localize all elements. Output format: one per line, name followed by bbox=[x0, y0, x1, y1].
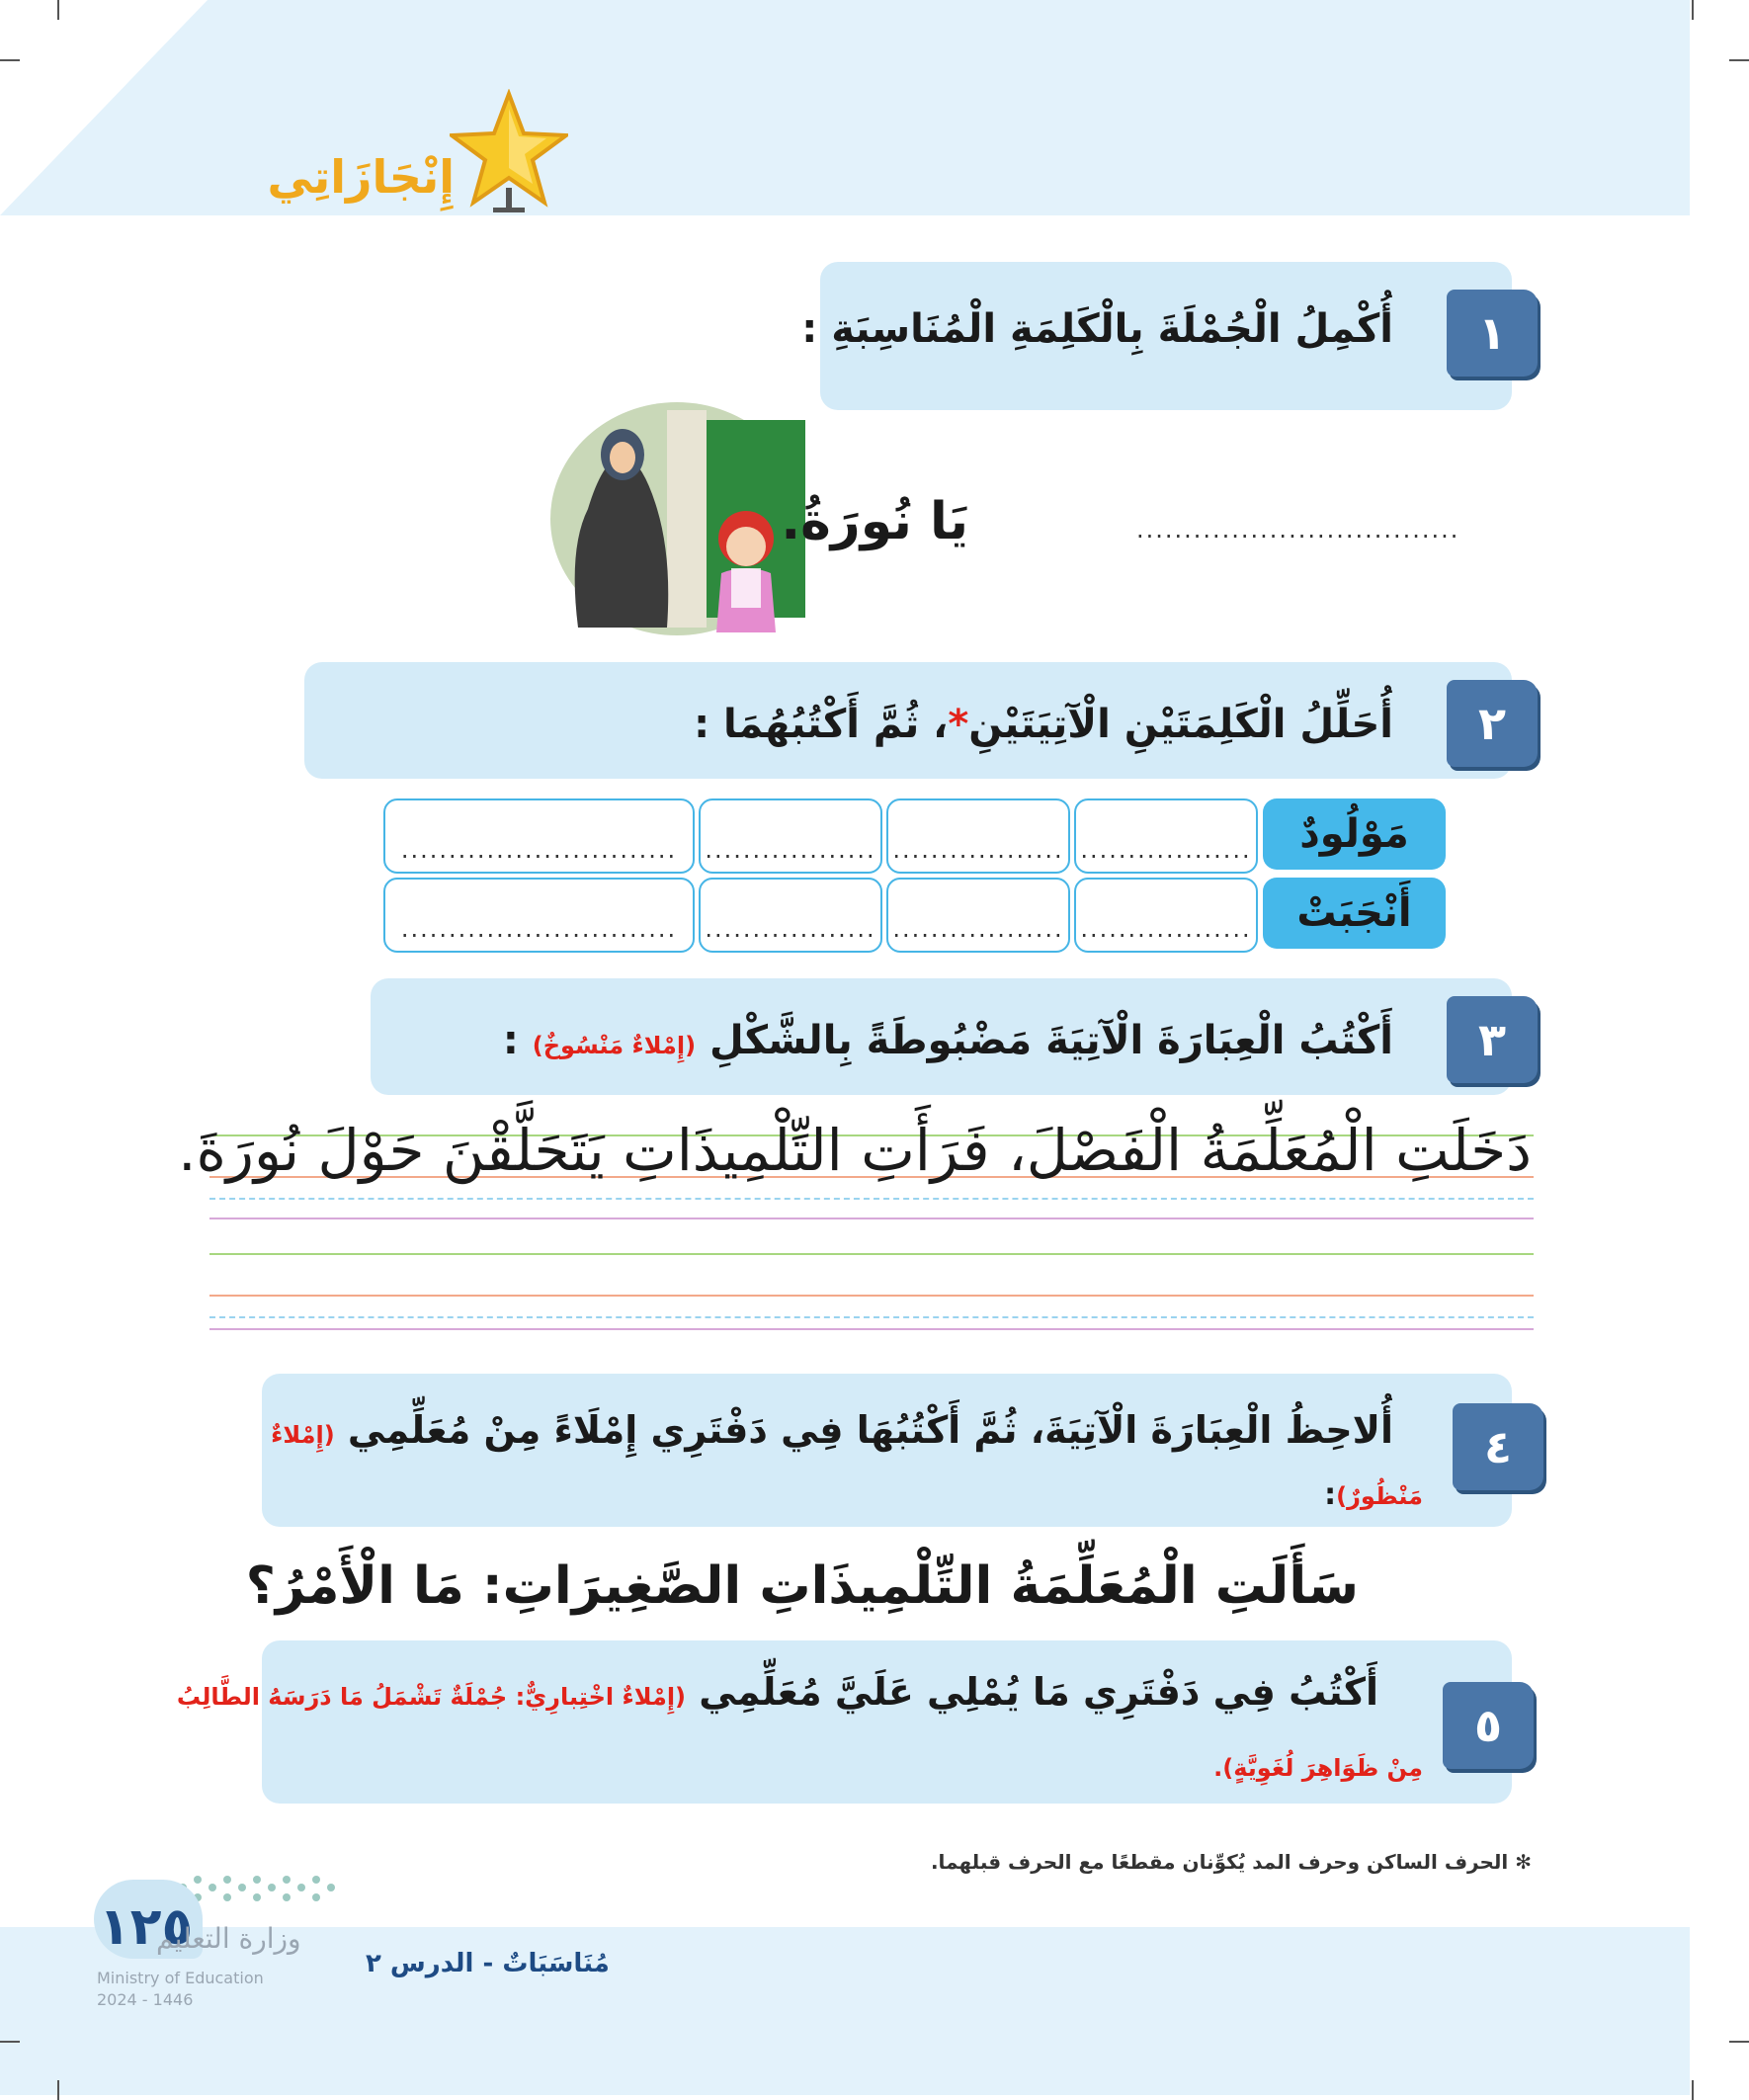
ministry-name-ar: وزارة التعليم bbox=[156, 1922, 301, 1955]
writing-line bbox=[209, 1218, 1534, 1219]
word-cell: مَوْلُودٌ bbox=[1263, 798, 1446, 870]
syllable-cell[interactable]: .................. bbox=[699, 798, 882, 874]
question-3-number: ٣ bbox=[1447, 996, 1538, 1083]
question-4-instruction bbox=[271, 1408, 1393, 1452]
dictation-note: (إِمْلاءٌ اخْتِبارِيٌّ: جُمْلَةٌ تَشْمَلُ مَا دَرَسَهُ الطَّالِبُ bbox=[176, 1683, 687, 1711]
dictation-note-cont: مِنْ ظَوَاهِرَ لُغَوِيَّةٍ). bbox=[1213, 1754, 1423, 1782]
dictation-note: (إِمْلاءٌ bbox=[271, 1421, 335, 1449]
syllable-cell[interactable]: .................. bbox=[1074, 878, 1258, 953]
illustration bbox=[548, 400, 805, 637]
syllable-cell[interactable]: .................. bbox=[886, 878, 1070, 953]
model-sentence: دَخَلَتِ الْمُعَلِّمَةُ الْفَصْلَ، فَرَأَتِ التِّلْمِيذَاتِ يَتَحَلَّقْنَ حَوْلَ نُورَةَ. bbox=[178, 1117, 1532, 1184]
question-1-number: ١ bbox=[1447, 290, 1538, 377]
dictation-note: (إِمْلاءٌ مَنْسُوخٌ) bbox=[532, 1032, 697, 1059]
syllable-cell[interactable]: .................. bbox=[1074, 798, 1258, 874]
question-1-instruction: أُكْمِلُ الْجُمْلَةَ بِالْكَلِمَةِ الْمُنَاسِبَةِ : bbox=[801, 306, 1393, 352]
crop-mark bbox=[1729, 2041, 1749, 2043]
writing-line bbox=[209, 1198, 1534, 1200]
colon: : bbox=[1324, 1477, 1337, 1512]
header-band-corner bbox=[0, 0, 208, 215]
question-4-instruction-line2 bbox=[1324, 1477, 1423, 1512]
crop-mark bbox=[57, 2080, 59, 2100]
crop-mark bbox=[1692, 0, 1694, 20]
edition-year: 2024 - 1446 bbox=[97, 1990, 194, 2009]
question-4-instruction-main: أُلاحِظُ الْعِبَارَةَ الْآتِيَةَ، ثُمَّ أَكْتُبُهَا فِي دَفْتَرِي إِمْلَاءً مِنْ مُعَلِّمِي bbox=[347, 1408, 1393, 1452]
question-5-number: ٥ bbox=[1443, 1682, 1534, 1769]
question-2-number: ٢ bbox=[1447, 680, 1538, 767]
answer-cell[interactable]: ............................. bbox=[383, 878, 695, 953]
question-5-instruction-line2 bbox=[1213, 1749, 1423, 1784]
crop-mark bbox=[0, 2041, 20, 2043]
page-number: ١٢٥ bbox=[99, 1897, 194, 1957]
word-cell: أَنْجَبَتْ bbox=[1263, 878, 1446, 949]
crop-mark bbox=[1729, 59, 1749, 61]
syllable-cell[interactable]: .................. bbox=[886, 798, 1070, 874]
crop-mark bbox=[57, 0, 59, 20]
header-band bbox=[0, 0, 1690, 215]
dictation-sentence: سَأَلَتِ الْمُعَلِّمَةُ التِّلْمِيذَاتِ الصَّغِيرَاتِ: مَا الْأَمْرُ؟ bbox=[245, 1556, 1359, 1616]
question-4-number: ٤ bbox=[1453, 1403, 1543, 1490]
footnote: ✻ الحرف الساكن وحرف المد يُكوِّنان مقطعًا مع الحرف قبلهما. bbox=[930, 1850, 1532, 1874]
answer-blank[interactable]: .................................. bbox=[1136, 516, 1460, 544]
writing-line[interactable] bbox=[209, 1295, 1534, 1297]
lesson-label: مُنَاسَبَاتٌ - الدرس ٢ bbox=[366, 1949, 610, 1978]
asterisk-mark: * bbox=[948, 702, 969, 747]
question-1-sentence-end: يَا نُورَةُ. bbox=[781, 492, 968, 551]
question-5-instruction bbox=[177, 1670, 1378, 1714]
question-2-instruction-end: ، ثُمَّ أَكْتُبُهُمَا : bbox=[694, 702, 949, 747]
question-3-instruction-main: أَكْتُبُ الْعِبَارَةَ الْآتِيَةَ مَضْبُوطَةً بِالشَّكْلِ bbox=[709, 1018, 1393, 1063]
crop-mark bbox=[0, 59, 20, 61]
writing-line[interactable] bbox=[209, 1328, 1534, 1330]
colon: : bbox=[502, 1018, 519, 1063]
question-2-instruction bbox=[694, 702, 1393, 747]
writing-line[interactable] bbox=[209, 1316, 1534, 1318]
question-3-instruction bbox=[503, 1018, 1393, 1063]
question-2-instruction-main: أُحَلِّلُ الْكَلِمَتَيْنِ الْآتِيَتَيْنِ bbox=[968, 702, 1393, 747]
answer-cell[interactable]: ............................. bbox=[383, 798, 695, 874]
writing-line[interactable] bbox=[209, 1253, 1534, 1255]
syllable-cell[interactable]: .................. bbox=[699, 878, 882, 953]
dictation-note-cont: مَنْظُورٌ) bbox=[1336, 1482, 1423, 1510]
crop-mark bbox=[1692, 2080, 1694, 2100]
ministry-name-en: Ministry of Education bbox=[97, 1969, 264, 1987]
question-5-instruction-main: أَكْتُبُ فِي دَفْتَرِي مَا يُمْلِي عَلَيَّ مُعَلِّمِي bbox=[699, 1670, 1378, 1714]
page-title: إِنْجَازَاتِي bbox=[267, 150, 455, 204]
star-icon bbox=[450, 89, 568, 217]
